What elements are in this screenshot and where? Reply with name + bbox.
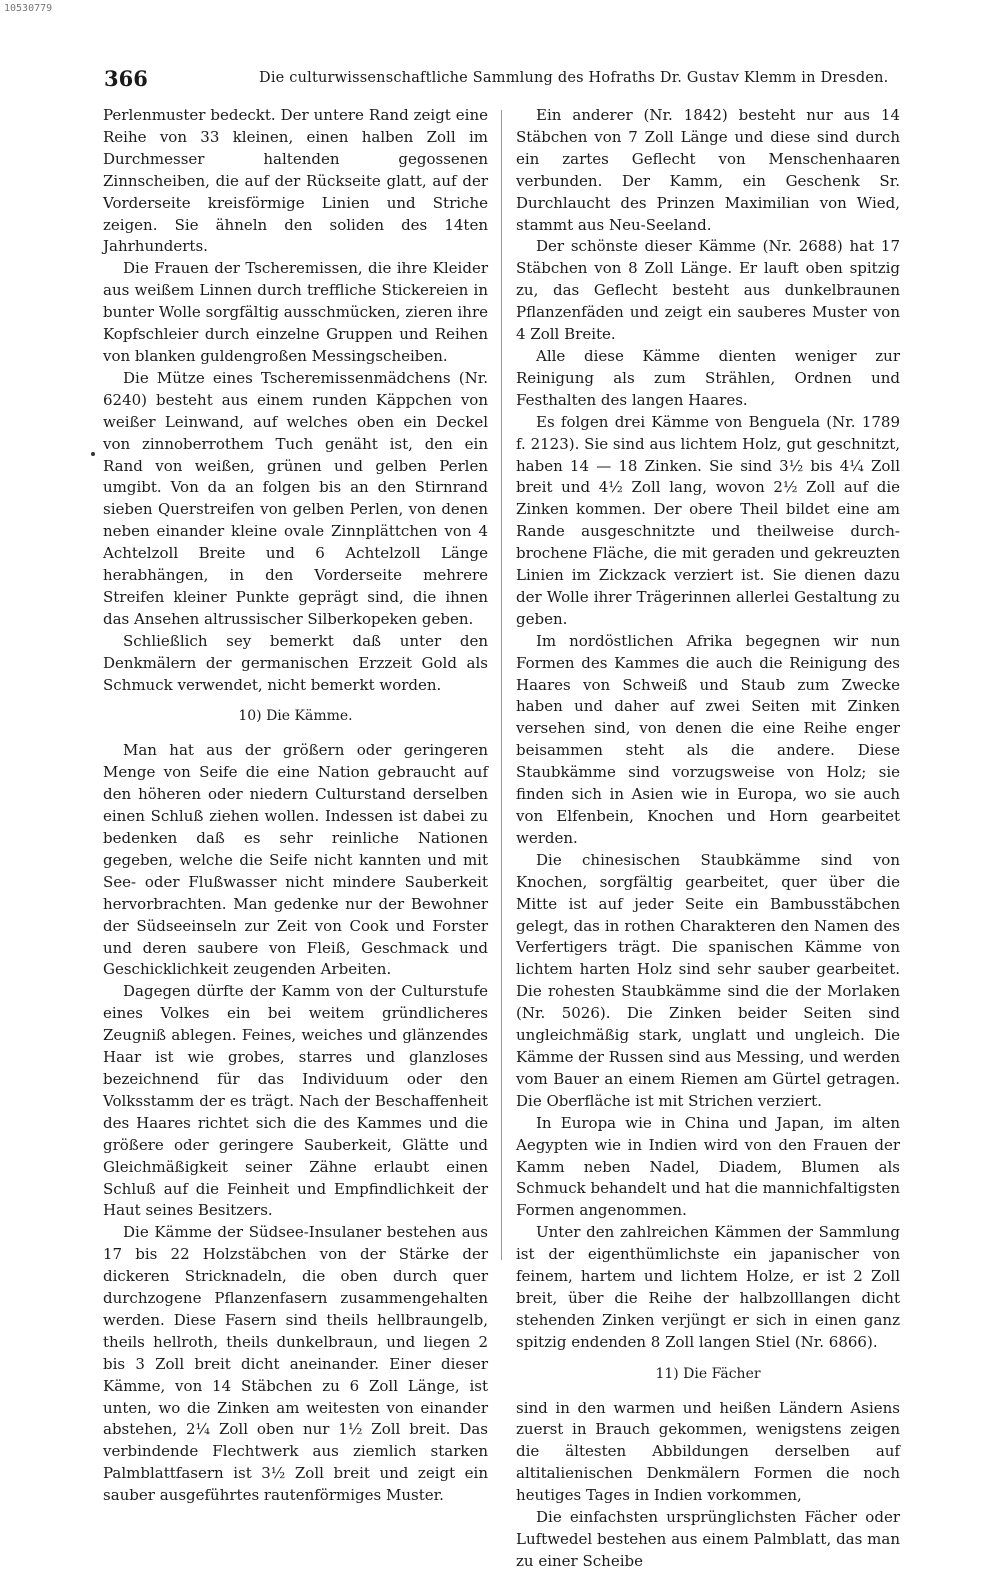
running-title: Die culturwissenschaftliche Sammlung des Hofraths Dr. Gustav Klemm in Dresden.: [259, 70, 889, 86]
paragraph: Dagegen dürfte der Kamm von der Culturstufe eines Volkes ein bei weitem gründlicheres Zeugniß ablegen. Feines, weiches und glänzendes Haar ist wie grobes, starres und glanzloses bezeichnend für das Individuum oder den Volksstamm der es trägt. Nach der Beschaffenheit des Haares richtet sich die des Kammes und die größere oder geringere Sauberkeit, Glätte und Gleichmäßigkeit seiner Zähne erlaubt einen Schluß auf die Feinheit und Empfindlichkeit der Haut seines Besitzers.: [103, 982, 488, 1220]
column-divider: [501, 110, 502, 1260]
page-number: 366: [104, 66, 148, 91]
section-heading: 11) Die Fächer: [655, 1365, 761, 1382]
paragraph: Alle diese Kämme dienten weniger zur Reinigung als zum Strählen, Ordnen und Festhalten des langen Haares.: [516, 346, 900, 409]
paragraph: sind in den warmen und heißen Ländern Asiens zuerst in Brauch gekommen, wenigstens zeigen die ältesten Abbildungen derselben auf altitalienischen Denkmälern Formen die noch heutiges Tages in Indien vorkommen,: [516, 1398, 900, 1505]
right-column: [516, 105, 900, 1573]
paragraph: Schließlich sey bemerkt daß unter den Denkmälern der germanischen Erzzeit Gold als Schmuck verwendet, nicht bemerkt worden.: [103, 631, 488, 694]
page-header: [104, 66, 904, 92]
paragraph: In Europa wie in China und Japan, im alten Aegypten wie in Indien wird von den Frauen der Kamm neben Nadel, Diadem, Blumen als Schmuck behandelt und hat die mannichfaltigsten Formen angenommen.: [516, 1113, 900, 1220]
margin-mark: [91, 452, 95, 456]
paragraph: Man hat aus der größern oder geringeren Menge von Seife die eine Nation gebraucht auf den höheren oder niedern Culturstand derselben einen Schluß ziehen wollen. Indessen ist dabei zu bedenken daß es sehr reinliche Nationen gegeben, welche die Seife nicht kannten und mit See- oder Flußwasser nicht mindere Sauberkeit hervorbrachten. Man gedenke nur der Bewohner der Südseeinseln zur Zeit von Cook und Forster und deren saubere von Fleiß, Geschmack und Geschicklichkeit zeugenden Arbeiten.: [103, 741, 488, 979]
left-column: [103, 105, 488, 1507]
paragraph: Im nordöstlichen Afrika begegnen wir nun Formen des Kammes die auch die Reinigung des Haares von Schweiß und Staub zum Zwecke haben und daher auf zwei Seiten mit Zinken versehen sind, von denen die eine Reihe enger beisammen steht als die andere. Diese Staubkämme sind vorzugsweise von Holz; sie finden sich in Asien wie in Europa, wo sie auch von Elfenbein, Knochen und Horn gearbeitet werden.: [516, 631, 900, 847]
paragraph: Die Mütze eines Tscheremissenmädchens (Nr. 6240) besteht aus einem runden Käppchen von weißer Leinwand, auf welches oben ein Deckel von zinnoberrothem Tuch genäht ist, den ein Rand von weißen, grünen und gelben Perlen umgibt. Von da an folgen bis an den Stirnrand sieben Querstreifen von gelben Perlen, von denen neben einander kleine ovale Zinnplättchen von 4 Achtelzoll Breite und 6 Achtelzoll Länge herabhängen, in den Vorderseite mehrere Streifen kleiner Punkte geprägt sind, die ihnen das Ansehen altrussischer Silberkopeken geben.: [103, 368, 488, 628]
paragraph: Die Kämme der Südsee-Insulaner bestehen aus 17 bis 22 Holzstäbchen von der Stärke der dickeren Stricknadeln, die oben durch quer durchzogene Pflanzenfasern zusammengehalten werden. Diese Fasern sind theils hellbraungelb, theils hellroth, theils dunkelbraun, und liegen 2 bis 3 Zoll breit dicht aneinander. Einer dieser Kämme, von 14 Stäbchen zu 6 Zoll Länge, ist unten, wo die Zinken am weitesten von einander abstehen, 2¼ Zoll oben nur 1½ Zoll breit. Das verbindende Flechtwerk aus ziemlich starken Palmblattfasern ist 3½ Zoll breit und zeigt ein sauber ausgeführtes rautenförmiges Muster.: [103, 1223, 488, 1505]
paragraph: Perlenmuster bedeckt. Der untere Rand zeigt eine Reihe von 33 kleinen, einen halben Zoll im Durchmesser haltenden gegossenen Zinnscheiben, die auf der Rückseite glatt, auf der Vorderseite kreisförmige Linien und Striche zeigen. Sie ähneln den soliden des 14ten Jahrhunderts.: [103, 106, 488, 256]
scan-id-label: 10530779: [4, 3, 53, 14]
paragraph: Die chinesischen Staubkämme sind von Knochen, sorgfältig gearbeitet, quer über die Mitte ist auf jeder Seite ein Bambusstäbchen gelegt, das in rothen Charakteren den Namen des Verfertigers trägt. Die spanischen Kämme von lichtem harten Holz sind sehr sauber gearbeitet. Die rohesten Staubkämme sind die der Morlaken (Nr. 5026). Die Zinken beider Seiten sind ungleichmäßig stark, unglatt und ungleich. Die Kämme der Russen sind aus Messing, und werden vom Bauer an einem Riemen am Gürtel getragen. Die Oberfläche ist mit Strichen verziert.: [516, 850, 900, 1110]
paragraph: Die Frauen der Tscheremissen, die ihre Kleider aus weißem Linnen durch treffliche Stickereien in bunter Wolle sorgfältig ausschmücken, zieren ihre Kopfschleier durch einzelne Gruppen und Reihen von blanken guldengroßen Messingscheiben.: [103, 259, 488, 365]
paragraph: Ein anderer (Nr. 1842) besteht nur aus 14 Stäbchen von 7 Zoll Länge und diese sind durch ein zartes Geflecht von Menschenhaaren verbunden. Der Kamm, ein Geschenk Sr. Durchlaucht des Prinzen Maximilian von Wied, stammt aus Neu-Seeland.: [516, 106, 900, 234]
paragraph: Es folgen drei Kämme von Benguela (Nr. 1789 f. 2123). Sie sind aus lichtem Holz, gut geschnitzt, haben 14 — 18 Zinken. Sie sind 3½ bis 4¼ Zoll breit und 4½ Zoll lang, wovon 2½ Zoll auf die Zinken kommen. Der obere Theil bildet eine am Rande ausgeschnitzte und theilweise durchbrochene Fläche, die mit geraden und gekreuzten Linien im Zickzack verziert ist. Sie dienen dazu der Wolle ihrer Trägerinnen allerlei Gestaltung zu geben.: [516, 412, 900, 628]
paragraph: Unter den zahlreichen Kämmen der Sammlung ist der eigenthümlichste ein japanischer von feinem, hartem und lichtem Holze, er ist 2 Zoll breit, über die Reihe der halbzolllangen dicht stehenden Zinken verjüngt er sich in einen ganz spitzig endenden 8 Zoll langen Stiel (Nr. 6866).: [516, 1223, 900, 1351]
paragraph: Der schönste dieser Kämme (Nr. 2688) hat 17 Stäbchen von 8 Zoll Länge. Er lauft oben spitzig zu, das Geflecht besteht aus dunkelbraunen Pflanzenfäden und zeigt ein sauberes Muster von 4 Zoll Breite.: [516, 237, 900, 344]
section-heading: 10) Die Kämme.: [238, 708, 353, 725]
paragraph: Die einfachsten ursprünglichsten Fächer oder Luftwedel bestehen aus einem Palmblatt, das man zu einer Scheibe: [516, 1508, 900, 1570]
